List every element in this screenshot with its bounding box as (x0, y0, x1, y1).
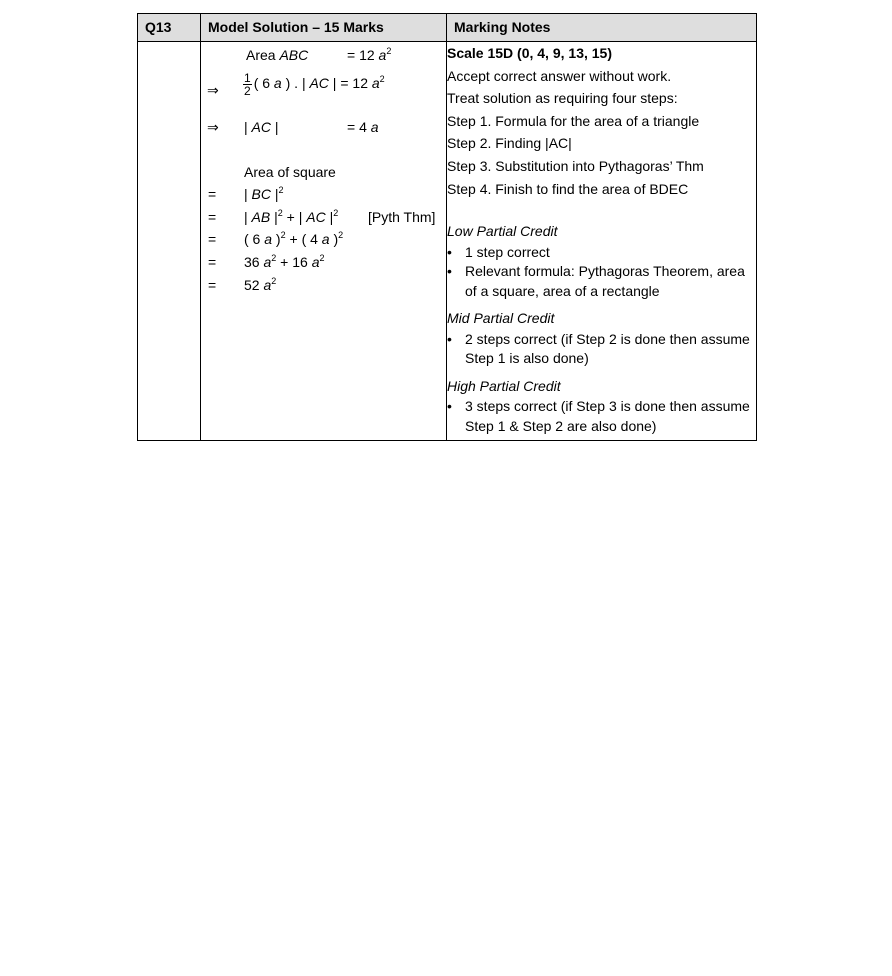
high-credit-heading: High Partial Credit (447, 377, 561, 394)
bc-squared: | BC $|^2$ (244, 185, 284, 202)
step-line: Step 4. Finish to find the area of BDEC (447, 180, 689, 197)
mid-credit-heading: Mid Partial Credit (447, 310, 555, 327)
final-result: 52 $a^2$ (244, 276, 277, 293)
low-credit-heading: Low Partial Credit (447, 223, 558, 240)
pythagoras-expression: | AB $|^2$ + | AC $|^2$ (244, 208, 339, 225)
list-item: • 3 steps correct (if Step 3 is done then assume Step 1 & Step 2 are also done) (447, 398, 750, 434)
question-number: Q13 (138, 14, 201, 42)
implies-arrow: ⇒ (207, 119, 219, 135)
pythagoras-tag: [Pyth Thm] (368, 209, 436, 225)
ac-value: = 4 a (347, 119, 379, 135)
header-row (138, 14, 757, 42)
area-square-label: Area of square (244, 164, 336, 180)
half-area-equation: $\frac{1}{2}$ ( 6 a ) . | AC | = 12 $a^2$ (244, 71, 385, 98)
equals-sign: = (208, 209, 217, 225)
marking-scheme-table (137, 13, 757, 441)
question-cell (138, 42, 201, 441)
area-abc-label: Area ABC (246, 47, 309, 63)
model-solution-cell (201, 42, 447, 441)
high-credit-list (447, 397, 756, 436)
list-item: • 1 step correct (447, 243, 550, 260)
treat-line: Treat solution as requiring four steps: (447, 90, 678, 107)
mid-credit-list (447, 330, 756, 369)
marking-notes-cell (447, 42, 757, 441)
equals-sign: = (208, 231, 217, 247)
accept-line: Accept correct answer without work. (447, 67, 672, 84)
list-item: • 2 steps correct (if Step 2 is done then assume Step 1 is also done) (447, 330, 750, 367)
equals-sign: = (208, 254, 217, 270)
low-credit-list (447, 243, 756, 302)
model-solution-header: Model Solution – 15 Marks (201, 14, 447, 42)
area-abc-value: = 12 $a^2$ (347, 46, 392, 63)
step-line: Step 1. Formula for the area of a triangle (447, 112, 700, 129)
step-line: Step 3. Substitution into Pythagoras’ Thm (447, 157, 704, 174)
expand-expression: ( 6 a )$^2$ + ( 4 a )$^2$ (244, 230, 344, 247)
ac-label: | AC | (244, 119, 279, 135)
scale-line: Scale 15D (0, 4, 9, 13, 15) (447, 45, 612, 61)
equals-sign: = (208, 186, 217, 202)
sum-expression: 36 $a^2 + 16$ $a^2$ (244, 253, 325, 270)
list-item: • Relevant formula: Pythagoras Theorem, area of a square, area of a rectangle (447, 263, 745, 299)
implies-arrow: ⇒ (207, 82, 219, 98)
step-line: Step 2. Finding |AC| (447, 135, 572, 152)
equals-sign: = (208, 277, 217, 293)
content-row (138, 42, 757, 441)
marking-notes-header: Marking Notes (447, 14, 757, 42)
